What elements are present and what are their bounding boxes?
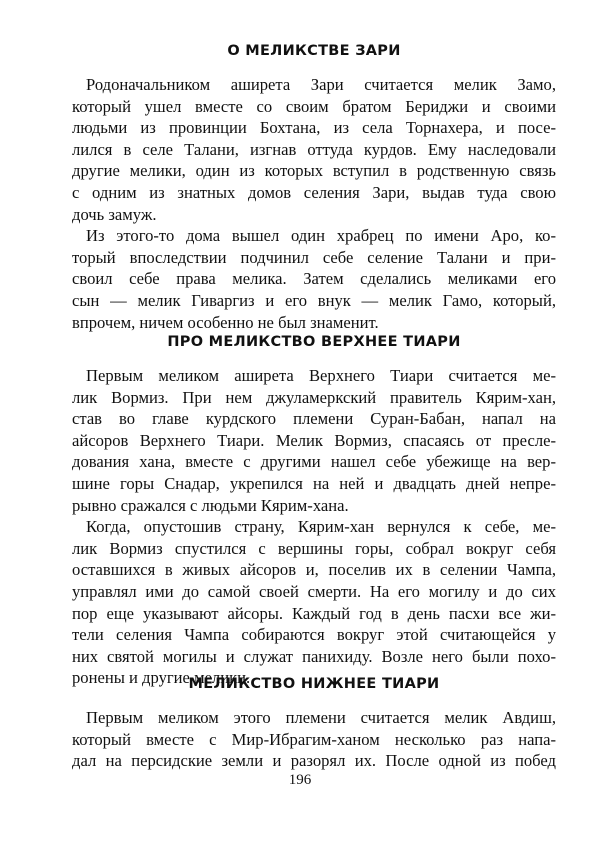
section-heading: МЕЛИКСТВО НИЖНЕЕ ТИАРИ [188, 676, 440, 692]
text-line: дования хана, вместе с другими нашел себе убежище на вер- [72, 452, 556, 472]
text-line: став во главе курдского племени Суран-Бабан, напал на [72, 409, 556, 429]
paragraph [72, 74, 556, 225]
text-line: Когда, опустошив страну, Кярим-хан вернулся к себе, ме- [86, 517, 556, 537]
text-line: ронены и другие мелики. [72, 668, 251, 688]
text-line: управлял ими до самой своей смерти. На его могилу и до сих [72, 581, 556, 601]
paragraph [72, 225, 556, 333]
section-lower-tiari [72, 675, 556, 693]
text-line: них святой могилы и служат панихиду. Возле него были похо- [72, 646, 556, 666]
text-line: рывно сражался с людьми Кярим-хана. [72, 495, 349, 515]
text-line: сын — мелик Гиваргиз и его внук — мелик Гамо, который, [72, 290, 556, 310]
paragraph [72, 365, 556, 516]
text-line: другие мелики, один из которых вступил в родственную связь [72, 161, 556, 181]
section-upper-tiari [72, 333, 556, 351]
text-line: айсоров Верхнего Тиари. Мелик Вормиз, спасаясь от пресле- [72, 430, 556, 450]
text-line: оставшихся в живых айсоров и, поселив их в селении Чампа, [72, 560, 556, 580]
text-line: шине горы Снадар, укрепился на ней и двадцать дней непре- [72, 473, 556, 493]
text-line: тели селения Чампа собираются вокруг этой считающейся у [72, 625, 556, 645]
section-lower-tiari-body [72, 707, 556, 772]
paragraph [72, 516, 556, 689]
text-line: пор еще указывают айсоры. Каждый год в день пасхи все жи- [72, 603, 556, 623]
text-line: Из этого-то дома вышел один храбрец по имени Аро, ко- [86, 226, 556, 246]
text-line: лился в селе Талани, изгнав оттуда курдов. Ему наследовали [72, 139, 556, 159]
section-heading: ПРО МЕЛИКСТВО ВЕРХНЕЕ ТИАРИ [167, 334, 461, 350]
text-line: лик Вормиз спустился с вершины горы, собрал вокруг себя [72, 538, 556, 558]
page-number: 196 [288, 772, 312, 788]
section-upper-tiari-body [72, 365, 556, 689]
text-line: с одним из знатных домов селения Зари, выдав туда свою [72, 182, 556, 202]
paragraph [72, 707, 556, 772]
section-heading: О МЕЛИКСТВЕ ЗАРИ [227, 43, 401, 59]
text-line: людьми из провинции Бохтана, из села Торнахера, и посе- [72, 118, 556, 138]
text-line: лик Вормиз. При нем джуламеркский правитель Кярим-хан, [72, 387, 556, 407]
section-zari-body [72, 74, 556, 333]
text-line: впрочем, ничем особенно не был знаменит. [72, 312, 379, 332]
text-line: дал на персидские земли и разорял их. После одной из побед [72, 751, 556, 771]
text-line: который вместе с Мир-Ибрагим-ханом несколько раз напа- [72, 729, 556, 749]
text-line: Первым меликом этого племени считается мелик Авдиш, [86, 708, 556, 727]
text-line: дочь замуж. [72, 204, 157, 224]
text-line: своил себе права мелика. Затем сделались меликами его [72, 269, 556, 289]
text-line: Родоначальником аширета Зари считается мелик Замо, [86, 75, 556, 94]
text-line: Первым меликом аширета Верхнего Тиари считается ме- [86, 366, 556, 385]
text-line: торый впоследствии подчинил себе селение Талани и при- [72, 247, 556, 267]
section-zari [72, 42, 556, 60]
text-line: который ушел вместе со своим братом Бериджи и своими [72, 96, 556, 116]
